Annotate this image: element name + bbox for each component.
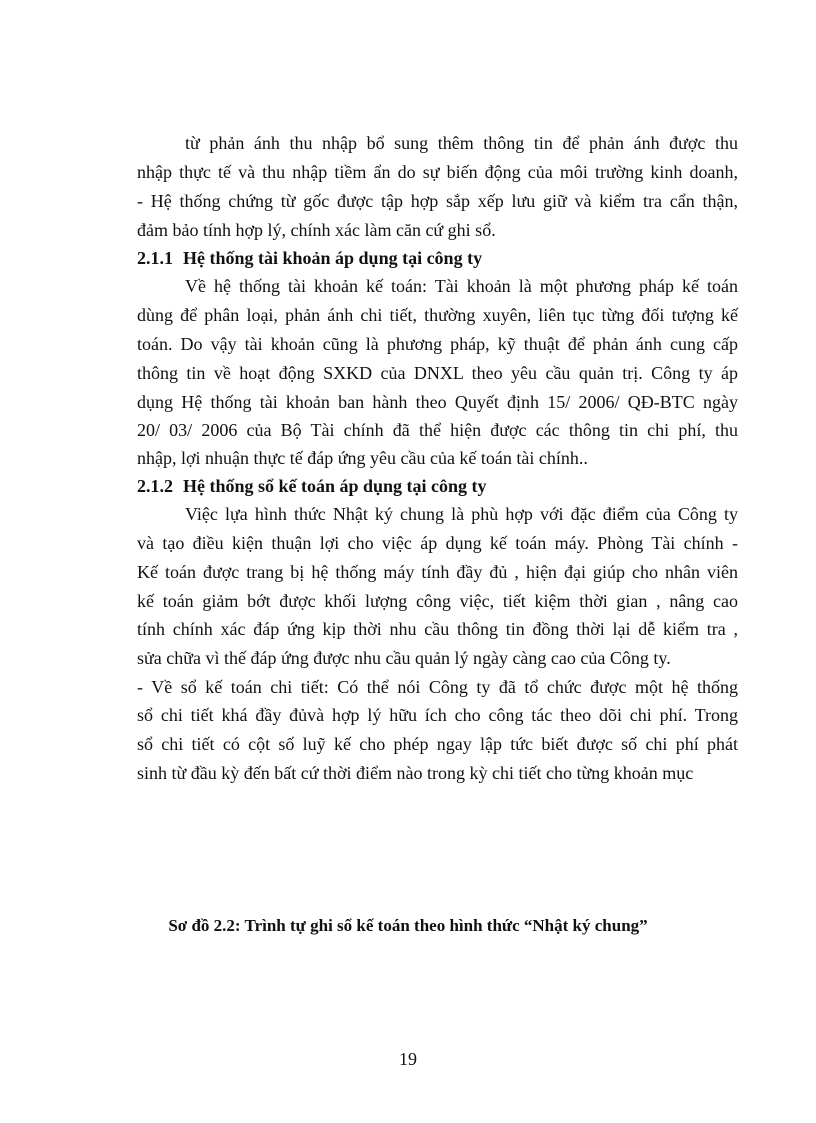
figure-caption: Sơ đồ 2.2: Trình tự ghi sổ kế toán theo hình thức “Nhật ký chung” [168, 916, 648, 935]
text-line: dùng để phân loại, phản ánh chi tiết, thường xuyên, liên tục từng đối tượng kế [137, 305, 738, 325]
section-heading-2-1-1 [137, 246, 482, 270]
section-heading-2-1-2 [137, 474, 487, 498]
text-line: sổ chi tiết có cột số luỹ kế cho phép ngay lập tức biết được số chi phí phát [137, 734, 738, 754]
text-line: sửa chữa vì thế đáp ứng được nhu cầu quản lý ngày càng cao của Công ty. [137, 648, 671, 668]
text-line: tính chính xác đáp ứng kịp thời nhu cầu thông tin đồng thời lại dễ kiểm tra , [137, 619, 738, 639]
section-number: 2.1.2 [137, 476, 173, 496]
text-line: và tạo điều kiện thuận lợi cho việc áp dụng kế toán máy. Phòng Tài chính - [137, 533, 738, 553]
text-line: từ phản ánh thu nhập bổ sung thêm thông tin để phản ánh được thu [185, 133, 738, 153]
text-line: nhập thực tế và thu nhập tiềm ẩn do sự biến động của môi trường kinh doanh, [137, 162, 738, 182]
text-line: - Hệ thống chứng từ gốc được tập hợp sắp xếp lưu giữ và kiểm tra cẩn thận, [137, 191, 738, 211]
text-line: Việc lựa hình thức Nhật ký chung là phù hợp với đặc điểm của Công ty [185, 504, 738, 524]
section-title: Hệ thống sổ kế toán áp dụng tại công ty [183, 476, 487, 496]
page-number: 19 [399, 1049, 417, 1069]
section-title: Hệ thống tài khoản áp dụng tại công ty [183, 248, 483, 268]
text-line: thông tin về hoạt động SXKD của DNXL theo yêu cầu quản trị. Công ty áp [137, 363, 738, 383]
text-line: 20/ 03/ 2006 của Bộ Tài chính đã thể hiện được các thông tin chi phí, thu [137, 420, 738, 440]
text-line: sổ chi tiết khá đầy đủvà hợp lý hữu ích cho công tác theo dõi chi phí. Trong [137, 705, 738, 725]
text-line: Về hệ thống tài khoản kế toán: Tài khoản là một phương pháp kế toán [185, 276, 738, 296]
text-line: đảm bảo tính hợp lý, chính xác làm căn cứ ghi sổ. [137, 220, 496, 240]
text-line: nhập, lợi nhuận thực tế đáp ứng yêu cầu của kế toán tài chính.. [137, 448, 588, 468]
text-line: - Về sổ kế toán chi tiết: Có thể nói Công ty đã tổ chức được một hệ thống [137, 677, 738, 697]
text-line: sinh từ đầu kỳ đến bất cứ thời điểm nào trong kỳ chi tiết cho từng khoản mục [137, 763, 694, 783]
text-line: kế toán giảm bớt được khối lượng công việc, tiết kiệm thời gian , nâng cao [137, 591, 738, 611]
text-line: toán. Do vậy tài khoản cũng là phương pháp, kỹ thuật để phản ánh cung cấp [137, 334, 738, 354]
section-number: 2.1.1 [137, 248, 173, 268]
text-line: dụng Hệ thống tài khoản ban hành theo Quyết định 15/ 2006/ QĐ-BTC ngày [137, 392, 738, 412]
text-line: Kế toán được trang bị hệ thống máy tính đầy đủ , hiện đại giúp cho nhân viên [137, 562, 738, 582]
